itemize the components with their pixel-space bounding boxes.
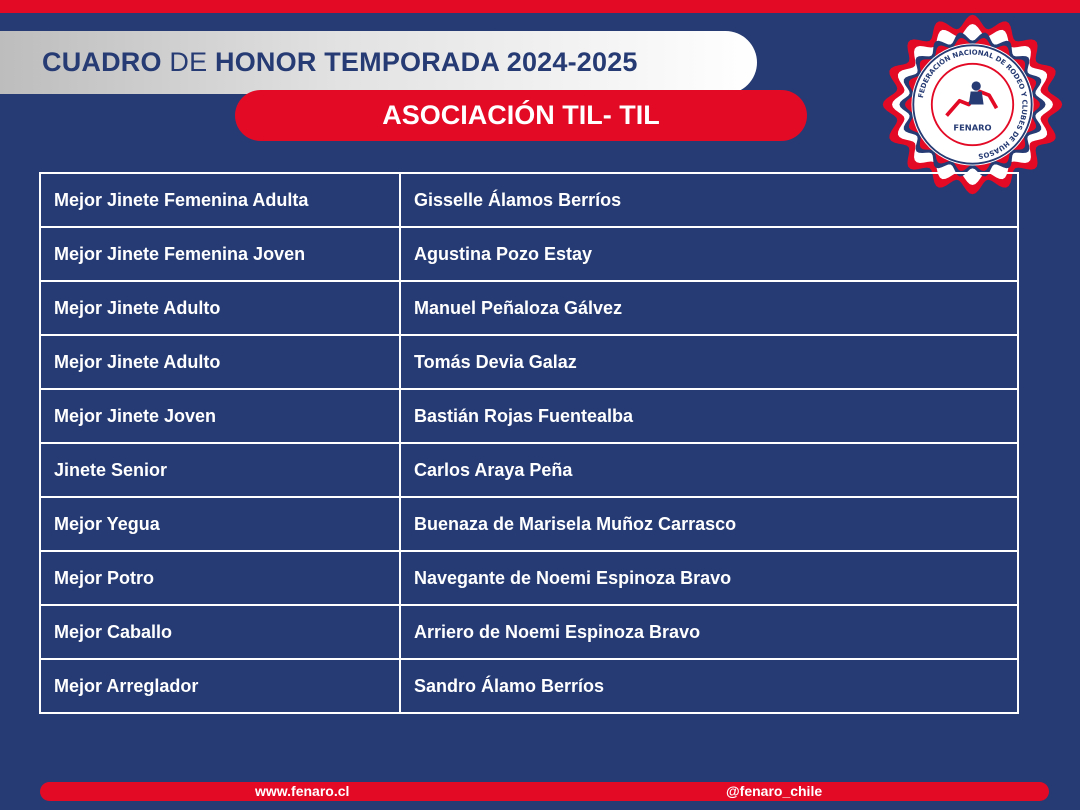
fenaro-rosette-logo-icon	[880, 12, 1065, 197]
title-part-cuadro: CUADRO	[42, 47, 162, 77]
honor-category: Mejor Yegua	[40, 497, 400, 551]
honor-category: Mejor Arreglador	[40, 659, 400, 713]
footer-bar	[40, 782, 1049, 801]
honor-category: Mejor Jinete Femenina Joven	[40, 227, 400, 281]
table-row	[40, 605, 1018, 659]
title-part-honor: HONOR TEMPORADA 2024-2025	[215, 47, 638, 77]
svg-text:FEDERACIÓN NACIONAL DE RODEO Y: FEDERACIÓN NACIONAL DE RODEO Y CLUBES DE HUASOS	[916, 48, 1029, 161]
table-row	[40, 659, 1018, 713]
footer-social-handle[interactable]: @fenaro_chile	[726, 783, 823, 799]
honor-category: Mejor Jinete Adulto	[40, 281, 400, 335]
honor-winner: Buenaza de Marisela Muñoz Carrasco	[400, 497, 1018, 551]
honor-roll-table	[39, 172, 1019, 714]
page-title	[0, 31, 757, 94]
honor-winner: Bastián Rojas Fuentealba	[400, 389, 1018, 443]
table-row	[40, 443, 1018, 497]
table-row	[40, 227, 1018, 281]
honor-category: Mejor Potro	[40, 551, 400, 605]
honor-category: Mejor Jinete Joven	[40, 389, 400, 443]
honor-winner: Navegante de Noemi Espinoza Bravo	[400, 551, 1018, 605]
table-row	[40, 551, 1018, 605]
honor-winner: Tomás Devia Galaz	[400, 335, 1018, 389]
table-row	[40, 335, 1018, 389]
honor-winner: Arriero de Noemi Espinoza Bravo	[400, 605, 1018, 659]
honor-category: Mejor Jinete Adulto	[40, 335, 400, 389]
table-row	[40, 389, 1018, 443]
footer-website-link[interactable]: www.fenaro.cl	[255, 783, 350, 799]
honor-winner: Agustina Pozo Estay	[400, 227, 1018, 281]
association-name: ASOCIACIÓN TIL- TIL	[235, 90, 807, 141]
table-row	[40, 497, 1018, 551]
honor-winner: Sandro Álamo Berríos	[400, 659, 1018, 713]
svg-text:FENARO: FENARO	[953, 122, 992, 133]
honor-winner: Carlos Araya Peña	[400, 443, 1018, 497]
table-row	[40, 281, 1018, 335]
honor-winner: Manuel Peñaloza Gálvez	[400, 281, 1018, 335]
honor-winner: Gisselle Álamos Berríos	[400, 173, 1018, 227]
honor-category: Mejor Jinete Femenina Adulta	[40, 173, 400, 227]
honor-category: Mejor Caballo	[40, 605, 400, 659]
honor-category: Jinete Senior	[40, 443, 400, 497]
title-part-de: DE	[169, 47, 208, 77]
table-row	[40, 173, 1018, 227]
